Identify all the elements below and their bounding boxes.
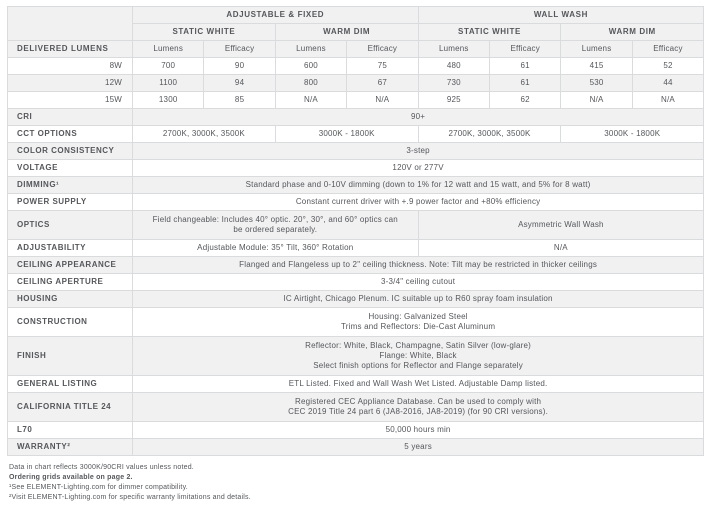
value-cell: 415 — [561, 58, 632, 75]
spec-sheet — [0, 6, 707, 506]
col-header-efficacy-4: Efficacy — [632, 41, 703, 58]
spec-value — [133, 308, 704, 337]
value-cell: 52 — [632, 58, 703, 75]
wattage-label: 12W — [8, 75, 133, 92]
lumens-row-15w — [8, 92, 704, 109]
spec-value: ETL Listed. Fixed and Wall Wash Wet Listed. Adjustable Damp listed. — [133, 376, 704, 393]
spec-label: L70 — [8, 422, 133, 439]
spec-label: GENERAL LISTING — [8, 376, 133, 393]
spec-row-construction — [8, 308, 704, 337]
spec-label: OPTICS — [8, 211, 133, 240]
footnotes — [9, 463, 707, 503]
spec-label: COLOR CONSISTENCY — [8, 143, 133, 160]
footnote-warranty-details: ²Visit ELEMENT-Lighting.com for specific warranty limitations and details. — [9, 494, 251, 501]
spec-label: VOLTAGE — [8, 160, 133, 177]
spec-label: DIMMING¹ — [8, 177, 133, 194]
spec-value: 90+ — [133, 109, 704, 126]
value-cell: 44 — [632, 75, 703, 92]
spec-row-l70 — [8, 422, 704, 439]
footnote-ordering-grids: Ordering grids available on page 2. — [9, 474, 133, 481]
spec-value: 50,000 hours min — [133, 422, 704, 439]
value-cell: 61 — [489, 75, 560, 92]
finish-line-3: Select finish options for Reflector and Flange separately — [313, 361, 523, 370]
value-cell: 730 — [418, 75, 489, 92]
spec-label: CCT OPTIONS — [8, 126, 133, 143]
value-cell: 61 — [489, 58, 560, 75]
value-cell: 700 — [133, 58, 204, 75]
subgroup-warm-dim-adj: WARM DIM — [275, 24, 418, 41]
subgroup-static-white-ww: STATIC WHITE — [418, 24, 561, 41]
lumens-row-8w — [8, 58, 704, 75]
spec-row-adjustability — [8, 240, 704, 257]
blank-corner-cell — [8, 7, 133, 41]
spec-label: WARRANTY² — [8, 439, 133, 456]
spec-label: CEILING APERTURE — [8, 274, 133, 291]
spec-label: FINISH — [8, 337, 133, 376]
group-header-wall-wash: WALL WASH — [418, 7, 704, 24]
spec-label: CEILING APPEARANCE — [8, 257, 133, 274]
delivered-lumens-label: DELIVERED LUMENS — [8, 41, 133, 58]
finish-line-1: Reflector: White, Black, Champagne, Satin Silver (low-glare) — [305, 341, 532, 350]
subgroup-static-white-adj: STATIC WHITE — [133, 24, 276, 41]
value-cell: N/A — [632, 92, 703, 109]
value-cell: 600 — [275, 58, 346, 75]
value-cell: 85 — [204, 92, 275, 109]
spec-value-wall-wash: N/A — [418, 240, 704, 257]
value-cell: 94 — [204, 75, 275, 92]
spec-value: 2700K, 3000K, 3500K — [418, 126, 561, 143]
subgroup-warm-dim-ww: WARM DIM — [561, 24, 704, 41]
spec-row-optics — [8, 211, 704, 240]
spec-row-warranty — [8, 439, 704, 456]
spec-value: 120V or 277V — [133, 160, 704, 177]
value-cell: N/A — [347, 92, 418, 109]
value-cell: 925 — [418, 92, 489, 109]
spec-value: 3000K - 1800K — [561, 126, 704, 143]
column-header-row — [8, 41, 704, 58]
value-cell: N/A — [561, 92, 632, 109]
spec-value-wall-wash: Asymmetric Wall Wash — [418, 211, 704, 240]
group-header-adjustable-fixed: ADJUSTABLE & FIXED — [133, 7, 419, 24]
spec-row-dimming — [8, 177, 704, 194]
value-cell: 1100 — [133, 75, 204, 92]
spec-row-california-title-24 — [8, 393, 704, 422]
col-header-lumens-3: Lumens — [418, 41, 489, 58]
spec-label: CALIFORNIA TITLE 24 — [8, 393, 133, 422]
title24-line-2: CEC 2019 Title 24 part 6 (JA8-2016, JA8-2019) (for 90 CRI versions). — [288, 407, 549, 416]
spec-row-color-consistency — [8, 143, 704, 160]
wattage-label: 15W — [8, 92, 133, 109]
col-header-efficacy-2: Efficacy — [347, 41, 418, 58]
value-cell: 800 — [275, 75, 346, 92]
construction-line-1: Housing: Galvanized Steel — [368, 312, 468, 321]
col-header-lumens-2: Lumens — [275, 41, 346, 58]
lighting-spec-table — [7, 6, 704, 456]
spec-label: CONSTRUCTION — [8, 308, 133, 337]
spec-value: IC Airtight, Chicago Plenum. IC suitable up to R60 spray foam insulation — [133, 291, 704, 308]
spec-value: 3-step — [133, 143, 704, 160]
spec-value-adjustable: Field changeable: Includes 40° optic. 20°, 30°, and 60° optics can be ordered separately. — [133, 211, 419, 240]
spec-label: HOUSING — [8, 291, 133, 308]
spec-row-voltage — [8, 160, 704, 177]
value-cell: 480 — [418, 58, 489, 75]
construction-line-2: Trims and Reflectors: Die-Cast Aluminum — [340, 322, 496, 331]
col-header-lumens-1: Lumens — [133, 41, 204, 58]
value-cell: 62 — [489, 92, 560, 109]
spec-row-ceiling-appearance — [8, 257, 704, 274]
spec-value: Standard phase and 0-10V dimming (down to 1% for 12 watt and 15 watt, and 5% for 8 watt) — [133, 177, 704, 194]
col-header-efficacy-3: Efficacy — [489, 41, 560, 58]
spec-row-general-listing — [8, 376, 704, 393]
spec-row-cri — [8, 109, 704, 126]
spec-value: 2700K, 3000K, 3500K — [133, 126, 276, 143]
spec-row-finish — [8, 337, 704, 376]
col-header-lumens-4: Lumens — [561, 41, 632, 58]
spec-row-power-supply — [8, 194, 704, 211]
group-header-row — [8, 7, 704, 24]
spec-value: Constant current driver with +.9 power factor and +80% efficiency — [133, 194, 704, 211]
footnote-dimmer-compatibility: ¹See ELEMENT-Lighting.com for dimmer compatibility. — [9, 484, 188, 491]
spec-value — [133, 337, 704, 376]
value-cell: 67 — [347, 75, 418, 92]
spec-row-housing — [8, 291, 704, 308]
spec-row-ceiling-aperture — [8, 274, 704, 291]
footnote-data-basis: Data in chart reflects 3000K/90CRI values unless noted. — [9, 464, 194, 471]
spec-value: 3-3/4" ceiling cutout — [133, 274, 704, 291]
value-cell: N/A — [275, 92, 346, 109]
wattage-label: 8W — [8, 58, 133, 75]
spec-label: POWER SUPPLY — [8, 194, 133, 211]
spec-value-adjustable: Adjustable Module: 35° Tilt, 360° Rotation — [133, 240, 419, 257]
value-cell: 530 — [561, 75, 632, 92]
value-cell: 90 — [204, 58, 275, 75]
spec-value: Flanged and Flangeless up to 2" ceiling thickness. Note: Tilt may be restricted in thicker ceilings — [133, 257, 704, 274]
spec-value: 3000K - 1800K — [275, 126, 418, 143]
value-cell: 75 — [347, 58, 418, 75]
lumens-row-12w — [8, 75, 704, 92]
spec-value: 5 years — [133, 439, 704, 456]
spec-label: ADJUSTABILITY — [8, 240, 133, 257]
finish-line-2: Flange: White, Black — [379, 351, 457, 360]
spec-row-cct-options — [8, 126, 704, 143]
value-cell: 1300 — [133, 92, 204, 109]
spec-label: CRI — [8, 109, 133, 126]
title24-line-1: Registered CEC Appliance Database. Can be used to comply with — [295, 397, 542, 406]
spec-value — [133, 393, 704, 422]
col-header-efficacy-1: Efficacy — [204, 41, 275, 58]
